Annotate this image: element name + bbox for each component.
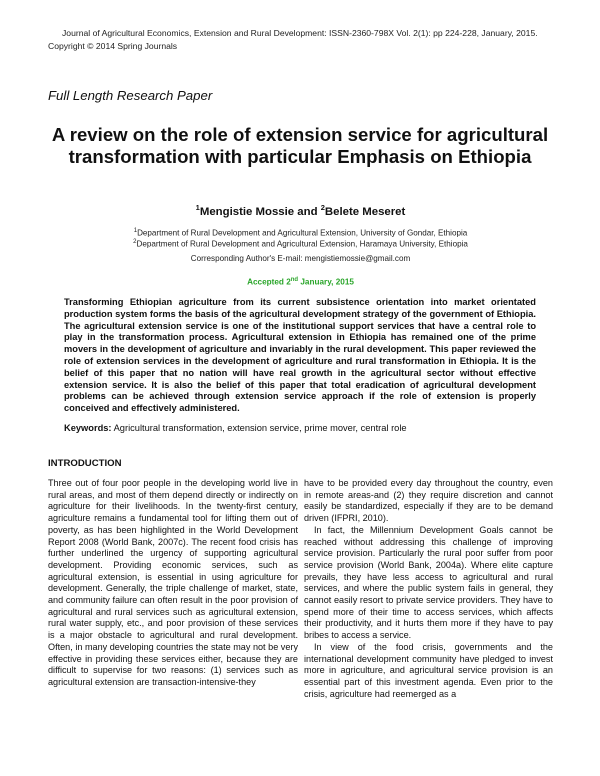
paper-type-label: Full Length Research Paper <box>48 88 213 103</box>
affiliation-1-superscript: 1 <box>133 228 138 234</box>
body-column-right <box>304 478 553 700</box>
accepted-date <box>48 277 553 287</box>
affiliation-1-text: Department of Rural Development and Agricultural Extension, University of Gondar, Ethiopia <box>137 228 468 238</box>
section-heading-introduction: INTRODUCTION <box>48 458 122 469</box>
accepted-suffix: January, 2015 <box>298 277 354 287</box>
keywords-label: Keywords: <box>64 423 112 433</box>
affiliation-2-superscript: 2 <box>133 239 137 245</box>
author-2-name: Belete Meseret <box>324 205 406 218</box>
affiliation-2-text: Department of Rural Development and Agricultural Extension, Haramaya University, Ethiopia <box>136 239 468 249</box>
author-2-superscript: 2 <box>320 203 325 212</box>
corresponding-author-email: Corresponding Author's E-mail: mengistiemossie@gmail.com <box>190 254 411 263</box>
journal-citation: Journal of Agricultural Economics, Extension and Rural Development: ISSN-2360-798X Vol. 2(1): pp 224-228, January, 2015. <box>62 28 538 38</box>
body-paragraph: Three out of four poor people in the developing world live in rural areas, and most of them depend directly or indirectly on agriculture for their livelihoods. In the twenty-first century, agriculture remains a fundamental tool for lifting them out of poverty, as has been highlighted in the World Development Report 2008 (World Bank, 2007c). The recent food crisis has further underlined the urgency of supporting agricultural development. Providing economic services, such as agricultural extension, is essential in using agriculture for development. Generally, the triple challenge of market, state, and community failure can often result in the poor provision of agricultural and rural services such as agricultural extension, rural water supply, etc., and poor provision of these services is a major obstacle to agricultural and rural development. Often, in many developing countries the state may not be very effective in providing these services either, because they are difficult to supervise for two reasons: (1) services such as agricultural extension are transaction-intensive-they <box>48 478 298 687</box>
accepted-prefix: Accepted 2 <box>247 277 291 287</box>
accepted-superscript: nd <box>290 277 299 283</box>
author-list <box>48 203 553 218</box>
keywords-text: Agricultural transformation, extension service, prime mover, central role <box>111 423 407 433</box>
abstract-text: Transforming Ethiopian agriculture from its current subsistence orientation into market orientated production system forms the basis of the agricultural development strategy of the government of Ethiopia. The agricultural extension service is one of the institutional support services that have a central role to play in the transformation process. Agricultural extension in Ethiopia has remained one of the prime movers in the development of agriculture and invariably in the rural development. This paper reviewed the role of extension services in the development of agriculture and rural transformation in Ethiopia. It is the belief of this paper that no nation will have real growth in the agricultural sector without effective extension service. It is also the belief of this paper that total eradication of agricultural development problems can be achieved through extension service approach if the role of extension is properly conceived and effectively administered. <box>64 297 536 414</box>
body-paragraph: In view of the food crisis, governments and the international development community have pledged to invest more in agriculture, and agricultural service provision is an essential part of this investment agenda. Even prior to the crisis, agriculture had reemerged as a <box>304 641 553 699</box>
author-1-superscript: 1 <box>195 203 200 212</box>
keywords-line <box>64 423 536 433</box>
body-column-left <box>48 478 298 689</box>
body-paragraph: have to be provided every day throughout the country, even in remote areas-and (2) they require discretion and cannot easily be standardized, especially if they are to be demand driven (IFPRI, 2010). <box>304 478 553 524</box>
body-paragraph: In fact, the Millennium Development Goals cannot be reached without addressing this challenge of improving service provision. Particularly the rural poor suffer from poor service provision (World Bank, 2004a). Where elite capture prevails, they have less access to agricultural and rural services, and where the public system fails in general, they cannot easily resort to private service providers. They have to spend more of their time to access services, which affects their productivity, and it hurts them more if they have to pay bribes to access a service. <box>304 524 553 641</box>
copyright-line: Copyright © 2014 Spring Journals <box>48 41 178 51</box>
author-1-name: Mengistie Mossie <box>199 205 295 218</box>
author-joiner: and <box>294 205 321 218</box>
paper-title: A review on the role of extension service for agricultural transformation with particular Emphasis on Ethiopia <box>51 124 549 167</box>
affiliation-2 <box>48 237 553 250</box>
